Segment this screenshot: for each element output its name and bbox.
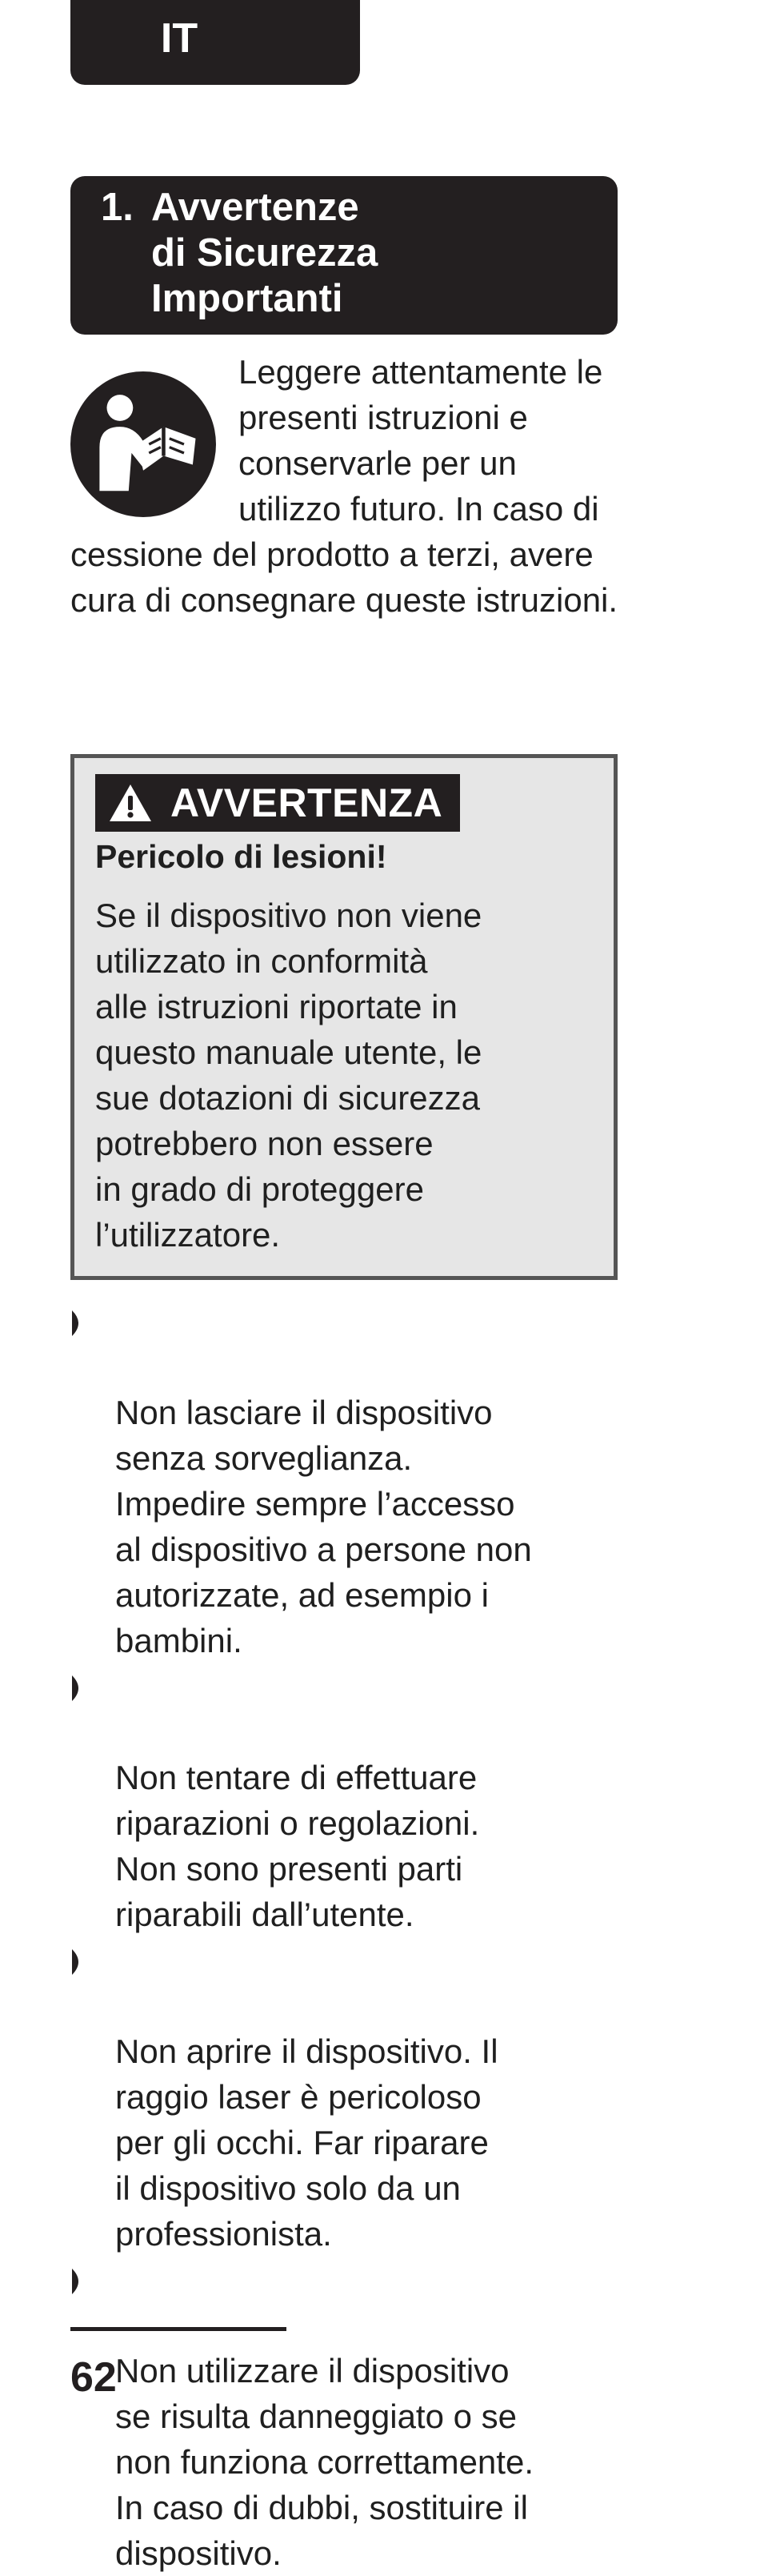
intro-paragraph [70,349,622,623]
warning-box [70,754,618,1280]
bullet-text: Non aprire il dispositivo. Il raggio laser è pericoloso per gli occhi. Far riparare il dispositivo solo da un professionista. [115,2032,498,2253]
section-number: 1. [101,186,134,229]
intro-text: Leggere attentamente le presenti istruzioni e conservarle per un utilizzo futuro. In caso di cessione del prodotto a terzi, avere cura di consegnare queste istruzioni. [70,353,618,619]
warning-label: AVVERTENZA [170,780,443,825]
bullet-text: Non tentare di effettuare riparazioni o regolazioni. Non sono presenti parti riparabili dall’utente. [115,1759,480,1933]
warning-triangle-icon [108,783,153,823]
warning-badge [95,774,460,832]
bullet-icon [72,2269,85,2294]
page-number: 62 [70,2354,117,2401]
footer-divider [70,2327,286,2331]
bullet-icon [72,1949,85,1975]
warning-subtitle: Pericolo di lesioni! [95,838,387,875]
bullet-text: Non utilizzare il dispositivo se risulta danneggiato o se non funziona correttamente. In caso di dubbi, sostituire il dispositivo. [115,2352,534,2572]
bullet-icon [72,1310,85,1336]
section-title: Avvertenze di Sicurezza Importanti [151,186,378,320]
warning-text: Se il dispositivo non viene utilizzato in conformità alle istruzioni riportate in questo manuale utente, le sue dotazioni di sicurezza potrebbero non essere in grado di proteggere l’utilizzatore. [95,897,482,1254]
language-tab [70,0,360,85]
list-item [70,1298,630,1663]
read-manual-icon [70,371,216,517]
section-header [70,176,618,335]
list-item [70,1937,630,2257]
list-item [70,2257,630,2576]
language-tab-label: IT [160,15,198,62]
bullet-icon [72,1675,85,1701]
bullet-text: Non lasciare il dispositivo senza sorveglianza. Impedire sempre l’accesso al dispositivo a persone non autorizzate, ad esempio i bambini. [115,1394,532,1659]
list-item [70,1663,630,1937]
safety-bullet-list [70,1298,630,2576]
